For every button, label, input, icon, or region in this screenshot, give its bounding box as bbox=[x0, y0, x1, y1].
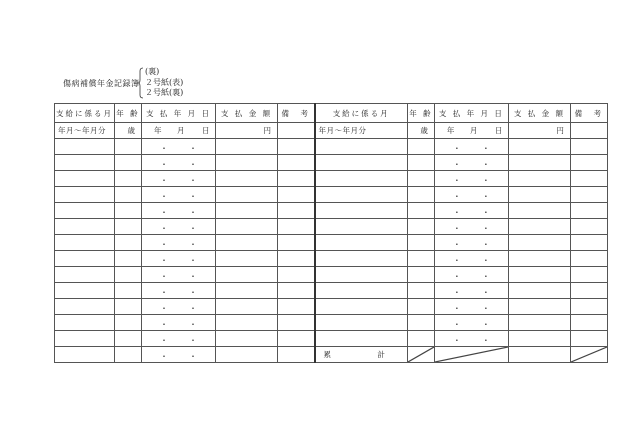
header-row bbox=[55, 104, 608, 123]
note-cell bbox=[278, 315, 315, 331]
date-separator: ・ bbox=[189, 304, 197, 313]
date-separator: ・ bbox=[189, 208, 197, 217]
month-unit-cell: 年月～年月分 bbox=[315, 123, 408, 139]
note-cell bbox=[570, 123, 607, 139]
date-separator: ・ bbox=[481, 304, 490, 313]
date-separator: ・ bbox=[452, 192, 461, 201]
ledger-row bbox=[55, 251, 608, 267]
note-cell bbox=[278, 331, 315, 347]
date-separator: ・ bbox=[481, 288, 490, 297]
ledger-row bbox=[55, 155, 608, 171]
date-separator: ・ bbox=[189, 176, 197, 185]
note-cell bbox=[570, 331, 607, 347]
note-cell bbox=[278, 155, 315, 171]
age-cell bbox=[115, 139, 142, 155]
header-amount: 支 払 金 額 bbox=[508, 104, 570, 123]
amount-cell bbox=[508, 299, 570, 315]
day-unit: 日 bbox=[202, 126, 210, 135]
month-cell bbox=[315, 267, 408, 283]
date-separator: ・ bbox=[481, 160, 490, 169]
month-cell bbox=[315, 299, 408, 315]
date-cell bbox=[142, 187, 216, 203]
date-cell bbox=[142, 315, 216, 331]
form-variant: ２号紙(裏) bbox=[145, 88, 184, 97]
date-cell bbox=[434, 203, 508, 219]
age-cell bbox=[407, 171, 434, 187]
date-separator: ・ bbox=[189, 160, 197, 169]
date-cell bbox=[142, 171, 216, 187]
date-separator: ・ bbox=[160, 144, 168, 153]
ledger-row bbox=[55, 171, 608, 187]
amount-cell bbox=[508, 187, 570, 203]
amount-cell bbox=[216, 299, 278, 315]
age-cell bbox=[115, 315, 142, 331]
date-separator: ・ bbox=[452, 208, 461, 217]
age-cell bbox=[407, 203, 434, 219]
note-cell bbox=[278, 267, 315, 283]
header-date: 支 払 年 月 日 bbox=[434, 104, 508, 123]
note-cell bbox=[570, 203, 607, 219]
age-unit-cell: 歳 bbox=[407, 123, 434, 139]
date-separator: ・ bbox=[160, 176, 168, 185]
month-cell bbox=[315, 219, 408, 235]
date-separator: ・ bbox=[481, 208, 490, 217]
date-cell bbox=[434, 139, 508, 155]
note-cell bbox=[570, 235, 607, 251]
date-separator: ・ bbox=[452, 272, 461, 281]
cumulative-row bbox=[55, 347, 608, 363]
date-cell bbox=[142, 331, 216, 347]
age-cell bbox=[407, 187, 434, 203]
month-cell bbox=[315, 315, 408, 331]
date-separator: ・ bbox=[481, 336, 490, 345]
age-cell bbox=[115, 251, 142, 267]
date-separator: ・ bbox=[189, 144, 197, 153]
age-cell bbox=[407, 139, 434, 155]
date-unit-cell bbox=[142, 123, 216, 139]
age-cell bbox=[407, 235, 434, 251]
amount-cell bbox=[508, 267, 570, 283]
ledger-row bbox=[55, 331, 608, 347]
date-separator: ・ bbox=[481, 240, 490, 249]
amount-cell bbox=[508, 251, 570, 267]
note-cell bbox=[278, 219, 315, 235]
month-cell bbox=[55, 347, 115, 363]
header-month: 支給に係る月 bbox=[315, 104, 408, 123]
date-separator: ・ bbox=[481, 176, 490, 185]
cumulative-label: 累 計 bbox=[315, 347, 408, 363]
amount-cell bbox=[216, 171, 278, 187]
date-separator: ・ bbox=[160, 272, 168, 281]
age-cell bbox=[407, 299, 434, 315]
amount-cell bbox=[216, 267, 278, 283]
day-unit: 日 bbox=[494, 126, 503, 135]
form-title: 傷病補償年金記録簿 bbox=[63, 79, 140, 88]
date-separator: ・ bbox=[452, 176, 461, 185]
date-cell bbox=[142, 251, 216, 267]
date-cell bbox=[142, 235, 216, 251]
date-cell bbox=[434, 219, 508, 235]
age-cell bbox=[115, 347, 142, 363]
form-variant: (裏) bbox=[145, 67, 160, 76]
ledger-row bbox=[55, 187, 608, 203]
date-unit-cell bbox=[434, 123, 508, 139]
amount-cell bbox=[216, 331, 278, 347]
date-separator: ・ bbox=[452, 320, 461, 329]
note-cell bbox=[570, 267, 607, 283]
month-cell bbox=[315, 203, 408, 219]
amount-cell bbox=[508, 315, 570, 331]
date-cell bbox=[434, 331, 508, 347]
month-cell bbox=[315, 251, 408, 267]
month-cell bbox=[55, 299, 115, 315]
date-cell bbox=[434, 155, 508, 171]
amount-cell bbox=[508, 139, 570, 155]
amount-cell bbox=[508, 155, 570, 171]
date-separator: ・ bbox=[160, 256, 168, 265]
note-cell bbox=[570, 139, 607, 155]
note-cell bbox=[278, 187, 315, 203]
age-cell bbox=[407, 155, 434, 171]
age-cell bbox=[115, 203, 142, 219]
month-cell bbox=[315, 187, 408, 203]
date-separator: ・ bbox=[452, 256, 461, 265]
year-unit: 年 bbox=[154, 126, 162, 135]
date-separator: ・ bbox=[452, 288, 461, 297]
month-unit-cell: 年月～年月分 bbox=[55, 123, 115, 139]
date-separator: ・ bbox=[189, 272, 197, 281]
age-cell bbox=[115, 235, 142, 251]
month-cell bbox=[55, 331, 115, 347]
cumulative-amount-cell bbox=[508, 347, 570, 363]
age-cell bbox=[407, 267, 434, 283]
month-cell bbox=[315, 331, 408, 347]
age-cell bbox=[115, 331, 142, 347]
date-separator: ・ bbox=[189, 320, 197, 329]
date-cell bbox=[434, 251, 508, 267]
note-cell bbox=[278, 251, 315, 267]
date-cell bbox=[434, 187, 508, 203]
age-cell bbox=[115, 219, 142, 235]
month-cell bbox=[315, 139, 408, 155]
ledger-row bbox=[55, 219, 608, 235]
note-cell bbox=[278, 139, 315, 155]
header-age: 年 齢 bbox=[115, 104, 142, 123]
date-separator: ・ bbox=[160, 288, 168, 297]
date-cell bbox=[142, 283, 216, 299]
age-cell bbox=[407, 251, 434, 267]
header-age: 年 齢 bbox=[407, 104, 434, 123]
amount-cell bbox=[216, 203, 278, 219]
diagonal-strike-cell bbox=[434, 347, 508, 363]
amount-cell bbox=[508, 235, 570, 251]
age-cell bbox=[407, 315, 434, 331]
date-separator: ・ bbox=[189, 192, 197, 201]
month-cell bbox=[315, 171, 408, 187]
age-cell bbox=[407, 331, 434, 347]
date-separator: ・ bbox=[481, 224, 490, 233]
diagonal-strike-cell bbox=[570, 347, 607, 363]
date-cell bbox=[434, 299, 508, 315]
date-separator: ・ bbox=[189, 288, 197, 297]
date-separator: ・ bbox=[481, 256, 490, 265]
amount-cell bbox=[216, 219, 278, 235]
age-cell bbox=[115, 187, 142, 203]
month-cell bbox=[55, 251, 115, 267]
note-cell bbox=[278, 235, 315, 251]
date-cell bbox=[142, 139, 216, 155]
note-cell bbox=[278, 347, 315, 363]
amount-cell bbox=[508, 203, 570, 219]
date-separator: ・ bbox=[452, 224, 461, 233]
month-cell bbox=[55, 187, 115, 203]
amount-cell bbox=[216, 251, 278, 267]
amount-cell bbox=[508, 171, 570, 187]
amount-cell bbox=[216, 139, 278, 155]
unit-row bbox=[55, 123, 608, 139]
date-cell bbox=[142, 203, 216, 219]
amount-cell bbox=[508, 219, 570, 235]
note-cell bbox=[570, 315, 607, 331]
month-cell bbox=[55, 155, 115, 171]
date-separator: ・ bbox=[160, 224, 168, 233]
amount-cell bbox=[508, 283, 570, 299]
note-cell bbox=[278, 123, 315, 139]
amount-cell bbox=[216, 315, 278, 331]
ledger-row bbox=[55, 203, 608, 219]
age-cell bbox=[115, 155, 142, 171]
month-cell bbox=[55, 203, 115, 219]
amount-cell bbox=[216, 155, 278, 171]
date-separator: ・ bbox=[160, 192, 168, 201]
date-separator: ・ bbox=[160, 208, 168, 217]
note-cell bbox=[570, 219, 607, 235]
payment-ledger-table bbox=[54, 103, 608, 363]
date-separator: ・ bbox=[452, 144, 461, 153]
month-cell bbox=[315, 155, 408, 171]
amount-cell bbox=[216, 283, 278, 299]
note-cell bbox=[570, 171, 607, 187]
ledger-row bbox=[55, 139, 608, 155]
month-cell bbox=[55, 283, 115, 299]
month-cell bbox=[55, 219, 115, 235]
date-cell bbox=[142, 267, 216, 283]
date-cell bbox=[434, 283, 508, 299]
note-cell bbox=[278, 203, 315, 219]
month-cell bbox=[55, 235, 115, 251]
note-cell bbox=[278, 171, 315, 187]
amount-cell bbox=[216, 347, 278, 363]
note-cell bbox=[570, 187, 607, 203]
date-separator: ・ bbox=[160, 160, 168, 169]
age-cell bbox=[115, 299, 142, 315]
date-cell bbox=[434, 171, 508, 187]
month-cell bbox=[315, 235, 408, 251]
amount-cell bbox=[216, 235, 278, 251]
month-unit: 月 bbox=[469, 126, 478, 135]
month-cell bbox=[315, 283, 408, 299]
date-separator: ・ bbox=[452, 160, 461, 169]
brace-icon bbox=[138, 67, 144, 99]
age-cell bbox=[407, 283, 434, 299]
date-separator: ・ bbox=[481, 144, 490, 153]
ledger-row bbox=[55, 267, 608, 283]
date-separator: ・ bbox=[160, 352, 168, 361]
age-cell bbox=[407, 219, 434, 235]
note-cell bbox=[570, 299, 607, 315]
date-separator: ・ bbox=[481, 272, 490, 281]
date-separator: ・ bbox=[189, 240, 197, 249]
form-variant: ２号紙(表) bbox=[145, 77, 184, 87]
month-unit: 月 bbox=[177, 126, 185, 135]
date-separator: ・ bbox=[481, 320, 490, 329]
age-cell bbox=[115, 283, 142, 299]
date-separator: ・ bbox=[160, 336, 168, 345]
note-cell bbox=[570, 155, 607, 171]
ledger-row bbox=[55, 315, 608, 331]
year-unit: 年 bbox=[446, 126, 455, 135]
age-cell bbox=[115, 171, 142, 187]
date-cell bbox=[434, 235, 508, 251]
note-cell bbox=[570, 251, 607, 267]
amount-cell bbox=[216, 187, 278, 203]
date-separator: ・ bbox=[452, 336, 461, 345]
date-cell bbox=[434, 315, 508, 331]
yen-unit-cell: 円 bbox=[508, 123, 570, 139]
header-note: 備 考 bbox=[570, 104, 607, 123]
age-cell bbox=[115, 267, 142, 283]
diagonal-strike-cell bbox=[407, 347, 434, 363]
month-cell bbox=[55, 139, 115, 155]
date-separator: ・ bbox=[160, 304, 168, 313]
date-separator: ・ bbox=[189, 352, 197, 361]
header-date: 支 払 年 月 日 bbox=[142, 104, 216, 123]
month-cell bbox=[55, 267, 115, 283]
header-amount: 支 払 金 額 bbox=[216, 104, 278, 123]
date-separator: ・ bbox=[189, 336, 197, 345]
date-separator: ・ bbox=[189, 224, 197, 233]
form-variant-list bbox=[145, 67, 183, 99]
header-note: 備 考 bbox=[278, 104, 315, 123]
amount-cell bbox=[508, 331, 570, 347]
yen-unit-cell: 円 bbox=[216, 123, 278, 139]
ledger-row bbox=[55, 299, 608, 315]
note-cell bbox=[278, 283, 315, 299]
date-separator: ・ bbox=[160, 320, 168, 329]
note-cell bbox=[278, 299, 315, 315]
date-separator: ・ bbox=[452, 240, 461, 249]
ledger-row bbox=[55, 283, 608, 299]
date-cell bbox=[142, 219, 216, 235]
month-cell bbox=[55, 315, 115, 331]
age-unit-cell: 歳 bbox=[115, 123, 142, 139]
date-cell bbox=[142, 347, 216, 363]
date-cell bbox=[142, 299, 216, 315]
month-cell bbox=[55, 171, 115, 187]
header-month: 支給に係る月 bbox=[55, 104, 115, 123]
date-separator: ・ bbox=[189, 256, 197, 265]
date-separator: ・ bbox=[452, 304, 461, 313]
date-cell bbox=[434, 267, 508, 283]
date-separator: ・ bbox=[160, 240, 168, 249]
note-cell bbox=[570, 283, 607, 299]
date-cell bbox=[142, 155, 216, 171]
date-separator: ・ bbox=[481, 192, 490, 201]
ledger-row bbox=[55, 235, 608, 251]
